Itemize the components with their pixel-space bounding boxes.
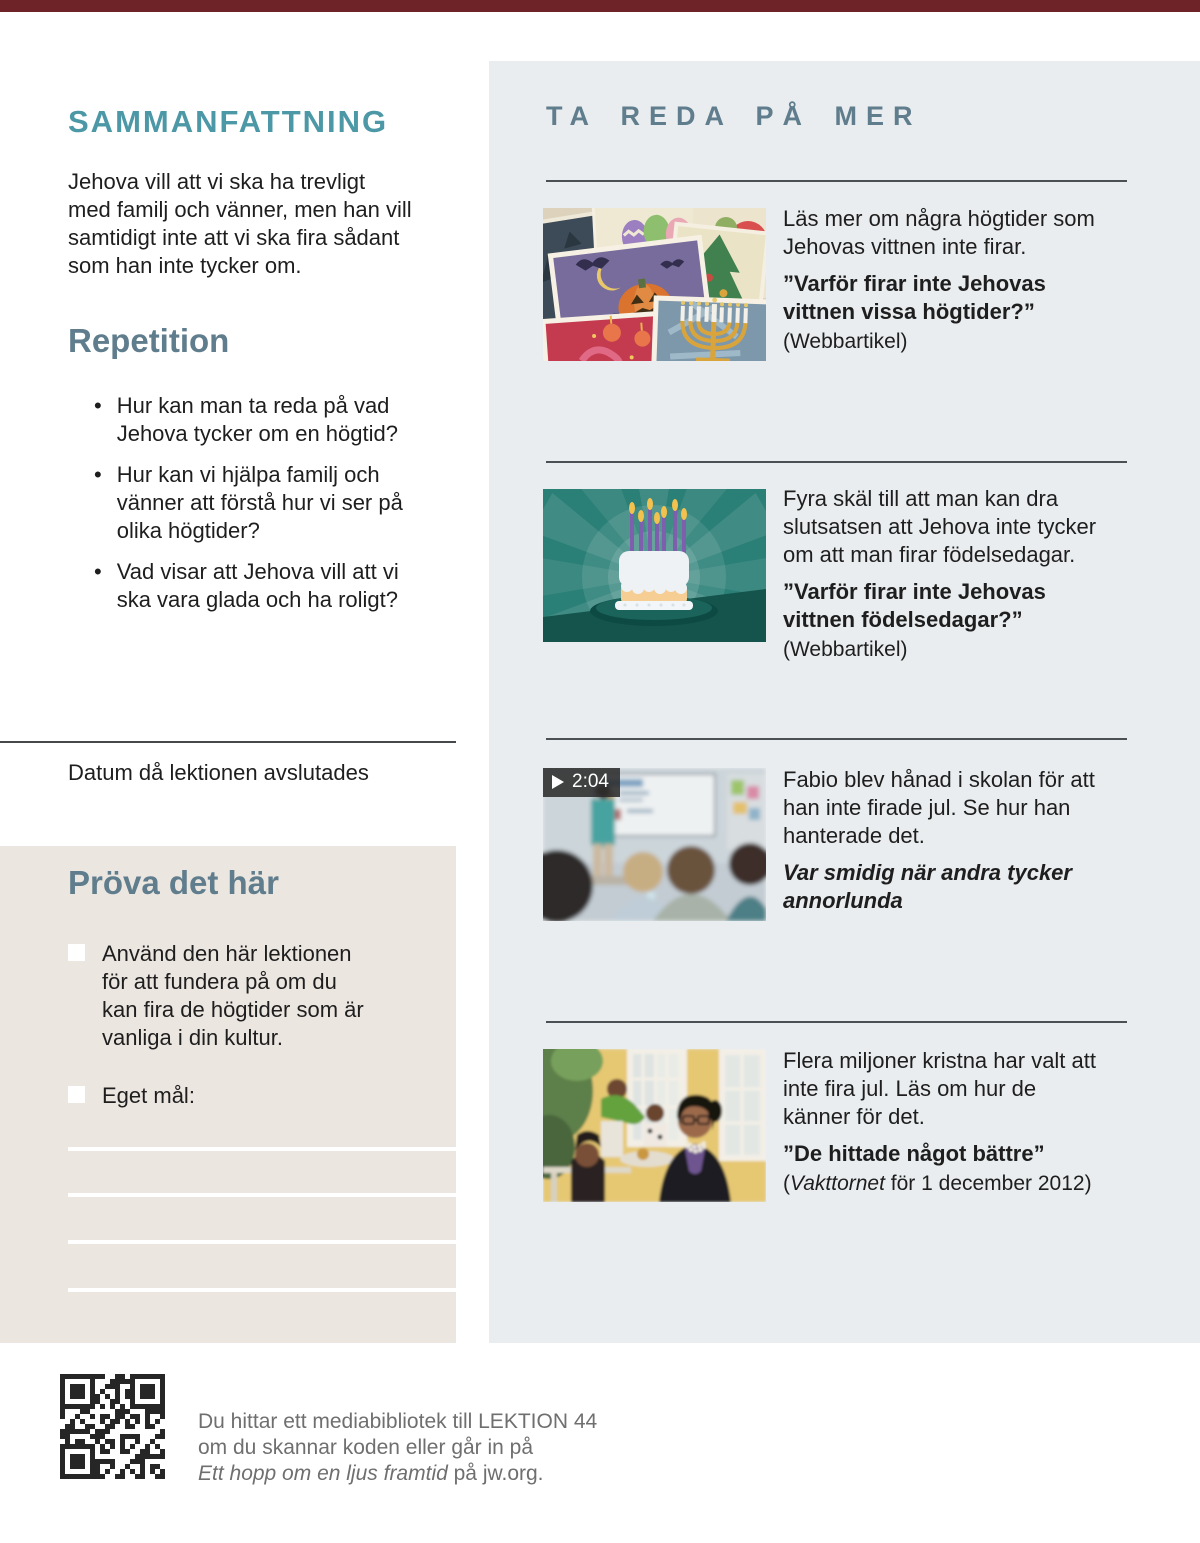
video-duration: 2:04 (572, 771, 609, 792)
item-description: Fyra skäl till att man kan dra slutsatsen att Jehova inte tycker om att man firar födelsedagar. (783, 486, 1097, 567)
section-divider (546, 461, 1127, 463)
own-goal-label: Eget mål: (102, 1083, 195, 1108)
video-duration-badge (543, 768, 620, 797)
item-description: Fabio blev hånad i skolan för att han inte firade jul. Se hur han hanterade det. (783, 767, 1095, 848)
magazine-name: Vakttornet (790, 1172, 885, 1195)
try-this-item (68, 940, 366, 1052)
goal-writing-line[interactable] (68, 1147, 456, 1151)
try-this-title: Pröva det här (68, 864, 279, 901)
find-out-more-item (783, 1047, 1105, 1197)
article-link-title[interactable]: ”Varför firar inte Jehovas vittnen födelsedagar?” (783, 579, 1046, 632)
footer-line-1: Du hittar ett mediabibliotek till LEKTION 44 (198, 1410, 598, 1433)
bullet-icon: • (94, 462, 102, 487)
holiday-collage-illustration (543, 208, 766, 361)
section-divider (546, 180, 1127, 182)
find-out-more-item (783, 205, 1105, 355)
checkbox-icon[interactable] (68, 944, 85, 961)
review-question-text: Vad visar att Jehova vill att vi ska vara glada och ha roligt? (116, 559, 399, 612)
try-this-box (0, 846, 456, 1343)
top-accent-bar (0, 0, 1200, 12)
find-out-more-item (783, 485, 1105, 663)
section-divider (546, 738, 1127, 740)
checkbox-icon[interactable] (68, 1086, 85, 1103)
footer-line-3: Ett hopp om en ljus framtid på jw.org. (198, 1462, 544, 1485)
footer-line-2: om du skannar koden eller går in på (198, 1436, 534, 1459)
own-goal-item (68, 1082, 366, 1110)
qr-pattern (60, 1374, 165, 1479)
video-link-title[interactable]: Var smidig när andra tycker annorlunda (783, 860, 1072, 913)
date-fill-line[interactable] (0, 741, 456, 743)
video-thumbnail[interactable] (543, 768, 766, 921)
item-source: (Webbartikel) (783, 638, 908, 661)
item-description: Läs mer om några högtider som Jehovas vittnen inte firar. (783, 206, 1095, 259)
summary-title: SAMMANFATTNING (68, 104, 389, 139)
item-source: (Webbartikel) (783, 330, 908, 353)
article-link-title[interactable]: ”Varför firar inte Jehovas vittnen vissa högtider?” (783, 271, 1046, 324)
birthday-cake-thumbnail[interactable] (543, 489, 766, 642)
goal-writing-line[interactable] (68, 1193, 456, 1197)
review-question (94, 558, 414, 614)
bullet-icon: • (94, 559, 102, 584)
family-photo-thumbnail[interactable] (543, 1049, 766, 1202)
qr-code (60, 1374, 165, 1479)
item-source: (Vakttornet för 1 december 2012) (783, 1172, 1092, 1195)
review-title: Repetition (68, 322, 230, 359)
review-question (94, 392, 414, 448)
family-porch-photo (543, 1049, 766, 1202)
section-divider (546, 1021, 1127, 1023)
holiday-collage-thumbnail[interactable] (543, 208, 766, 361)
review-question (94, 461, 414, 545)
review-question-text: Hur kan man ta reda på vad Jehova tycker om en högtid? (116, 393, 398, 446)
find-out-more-title: TA REDA PÅ MER (546, 101, 922, 131)
find-out-more-item (783, 766, 1105, 915)
summary-paragraph: Jehova vill att vi ska ha trevligt med familj och vänner, men han vill samtidigt inte att vi ska fira sådant som han inte tycker om. (68, 169, 412, 278)
try-this-item-text: Använd den här lektionen för att fundera på om du kan fira de högtider som är vanliga i din kultur. (102, 941, 364, 1050)
play-icon (552, 775, 564, 789)
review-question-text: Hur kan vi hjälpa familj och vänner att förstå hur vi ser på olika högtider? (116, 462, 403, 543)
find-out-more-panel (489, 61, 1200, 1343)
bullet-icon: • (94, 393, 102, 418)
date-completed-label: Datum då lektionen avslutades (68, 760, 369, 785)
goal-writing-line[interactable] (68, 1288, 456, 1292)
goal-writing-line[interactable] (68, 1240, 456, 1244)
footer-note (198, 1409, 597, 1487)
birthday-cake-illustration (543, 489, 766, 642)
course-title: Ett hopp om en ljus framtid (198, 1462, 448, 1485)
item-description: Flera miljoner kristna har valt att inte fira jul. Läs om hur de känner för det. (783, 1048, 1096, 1129)
article-link-title[interactable]: ”De hittade något bättre” (783, 1141, 1045, 1166)
review-question-list (94, 392, 414, 627)
